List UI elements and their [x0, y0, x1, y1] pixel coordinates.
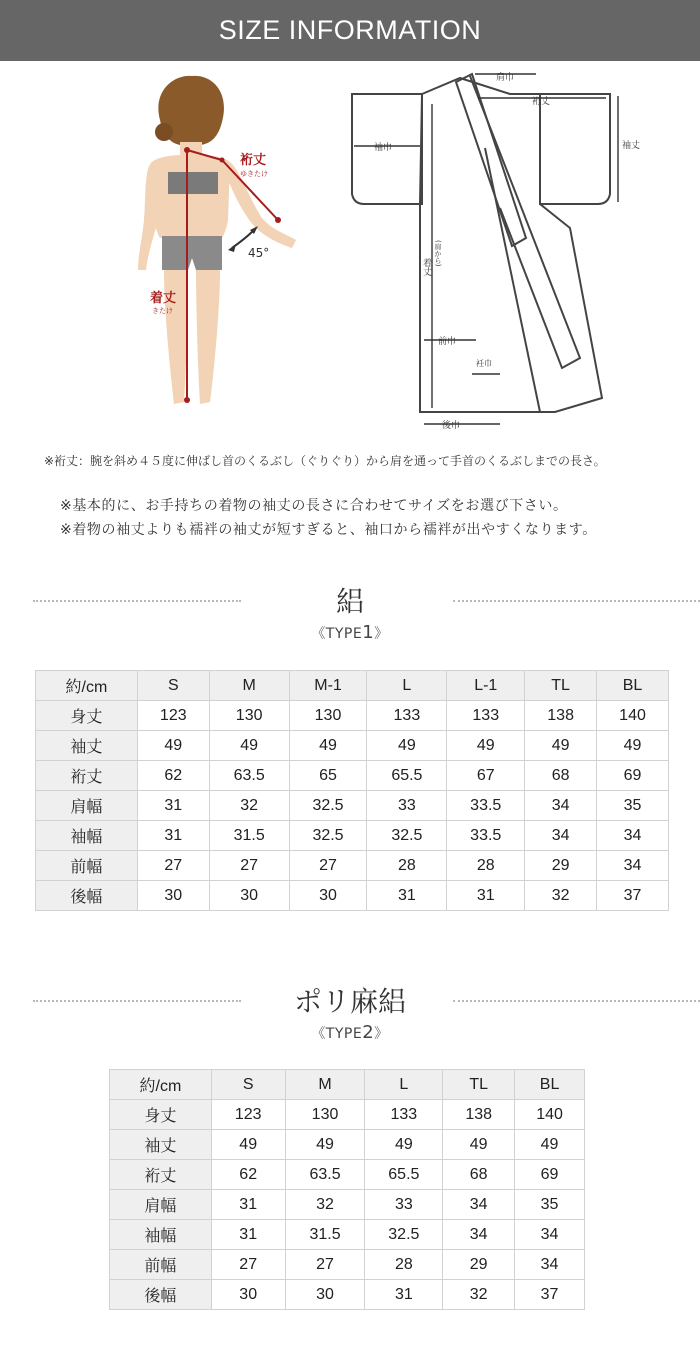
header-cell: L-1: [447, 671, 525, 701]
type1-subtitle: [230, 622, 470, 643]
table-cell: 27: [285, 1250, 365, 1280]
table-cell: 31: [137, 791, 209, 821]
table-cell: 34: [515, 1220, 585, 1250]
kimono-katahaba-label: 肩巾: [496, 73, 515, 83]
header-cell: L: [365, 1070, 443, 1100]
table-cell: 27: [137, 851, 209, 881]
row-label: 肩幅: [110, 1190, 212, 1220]
table-cell: 34: [525, 821, 597, 851]
header-cell: TL: [443, 1070, 515, 1100]
table-cell: 68: [525, 761, 597, 791]
type2-title: ポリ麻絽: [293, 985, 406, 1018]
header-cell: 約/cm: [36, 671, 138, 701]
table-row: [110, 1130, 585, 1160]
body-yukitake-label: 裄丈: [240, 153, 267, 168]
table-cell: 34: [597, 821, 669, 851]
row-label: 身丈: [36, 701, 138, 731]
body-kitake-kana: きたけ: [152, 307, 173, 315]
table-cell: 31.5: [285, 1220, 365, 1250]
table-cell: 69: [515, 1160, 585, 1190]
table-cell: 32: [209, 791, 289, 821]
body-yukitake-kana: ゆきたけ: [240, 170, 268, 178]
table-cell: 27: [289, 851, 367, 881]
header-cell: M: [285, 1070, 365, 1100]
table-row: [110, 1190, 585, 1220]
table-cell: 29: [443, 1250, 515, 1280]
kimono-maehaba-label: 前巾: [438, 337, 457, 347]
row-label: 前幅: [110, 1250, 212, 1280]
table-row: [110, 1220, 585, 1250]
table-cell: 33.5: [447, 791, 525, 821]
body-measurement-figure: [130, 70, 320, 420]
table-cell: 30: [211, 1280, 285, 1310]
table-cell: 49: [597, 731, 669, 761]
table-row: [36, 851, 669, 881]
table-cell: 29: [525, 851, 597, 881]
header-title: SIZE INFORMATION: [218, 15, 482, 45]
table-cell: 31: [365, 1280, 443, 1310]
row-label: 後幅: [110, 1280, 212, 1310]
type1-sub-num: 1: [362, 622, 375, 643]
type1-title: 絽: [335, 585, 364, 618]
table-cell: 63.5: [285, 1160, 365, 1190]
table-cell: 34: [515, 1250, 585, 1280]
table-cell: 130: [209, 701, 289, 731]
table-cell: 28: [447, 851, 525, 881]
table-cell: 34: [525, 791, 597, 821]
row-label: 後幅: [36, 881, 138, 911]
table-cell: 67: [447, 761, 525, 791]
table-cell: 62: [137, 761, 209, 791]
row-label: 袖丈: [110, 1130, 212, 1160]
header-cell: TL: [525, 671, 597, 701]
type1-sub-prefix: 《TYPE: [311, 626, 363, 642]
row-label: 袖丈: [36, 731, 138, 761]
type2-sub-suffix: 》: [374, 1026, 389, 1042]
row-label: 袖幅: [36, 821, 138, 851]
table-cell: 140: [515, 1100, 585, 1130]
section1-divider-left: [33, 600, 241, 602]
table-cell: 32.5: [365, 1220, 443, 1250]
type1-size-table: [35, 670, 669, 911]
table-cell: 63.5: [209, 761, 289, 791]
table-cell: 49: [443, 1130, 515, 1160]
table-cell: 130: [285, 1100, 365, 1130]
table-row: [36, 761, 669, 791]
table-cell: 133: [367, 701, 447, 731]
type1-sub-suffix: 》: [374, 626, 389, 642]
table-row: [36, 701, 669, 731]
header-cell: BL: [597, 671, 669, 701]
table-cell: 37: [597, 881, 669, 911]
header-cell: BL: [515, 1070, 585, 1100]
table-cell: 123: [137, 701, 209, 731]
table-row: [110, 1280, 585, 1310]
table-cell: 31: [447, 881, 525, 911]
table-cell: 31.5: [209, 821, 289, 851]
body-kitake-label: 着丈: [150, 291, 177, 306]
table-cell: 32: [525, 881, 597, 911]
row-label: 肩幅: [36, 791, 138, 821]
table-cell: 35: [515, 1190, 585, 1220]
table-cell: 49: [365, 1130, 443, 1160]
section2-divider-right: [453, 1000, 700, 1002]
table-cell: 65.5: [365, 1160, 443, 1190]
kimono-measurement-figure: [340, 68, 660, 438]
table-row: [36, 791, 669, 821]
table-cell: 31: [137, 821, 209, 851]
header-cell: S: [137, 671, 209, 701]
table-cell: 37: [515, 1280, 585, 1310]
table-cell: 30: [137, 881, 209, 911]
table-cell: 49: [209, 731, 289, 761]
table-cell: 133: [447, 701, 525, 731]
kimono-ushirohaba-label: 後巾: [442, 421, 461, 431]
kimono-yukitake-label: 裄丈: [532, 97, 551, 107]
header-cell: M-1: [289, 671, 367, 701]
table-cell: 34: [443, 1220, 515, 1250]
table-cell: 31: [211, 1220, 285, 1250]
table-cell: 62: [211, 1160, 285, 1190]
table-cell: 27: [211, 1250, 285, 1280]
type2-sub-num: 2: [362, 1022, 375, 1043]
kimono-sodehaba-label: 袖巾: [374, 143, 393, 153]
table-row: [110, 1250, 585, 1280]
table-row: [110, 1100, 585, 1130]
body-angle-label: 45°: [248, 246, 270, 260]
row-label: 袖幅: [110, 1220, 212, 1250]
table-cell: 27: [209, 851, 289, 881]
table-cell: 130: [289, 701, 367, 731]
table-cell: 49: [515, 1130, 585, 1160]
table-cell: 65.5: [367, 761, 447, 791]
header-cell: L: [367, 671, 447, 701]
kimono-sodetake-label: 袖丈: [622, 141, 641, 151]
header-cell: 約/cm: [110, 1070, 212, 1100]
table-row: [36, 881, 669, 911]
table-cell: 133: [365, 1100, 443, 1130]
table-cell: 32.5: [289, 821, 367, 851]
size-advice-note-2: ※着物の袖丈よりも襦袢の袖丈が短すぎると、袖口から襦袢が出やすくなります。: [60, 522, 597, 538]
row-label: 裄丈: [110, 1160, 212, 1190]
table-cell: 49: [447, 731, 525, 761]
table-cell: 35: [597, 791, 669, 821]
table-header-row: [36, 671, 669, 701]
table-cell: 49: [137, 731, 209, 761]
row-label: 身丈: [110, 1100, 212, 1130]
table-row: [36, 731, 669, 761]
row-label: 前幅: [36, 851, 138, 881]
table-cell: 34: [443, 1190, 515, 1220]
table-cell: 138: [525, 701, 597, 731]
header-cell: M: [209, 671, 289, 701]
table-cell: 31: [367, 881, 447, 911]
section1-divider-right: [453, 600, 700, 602]
table-cell: 138: [443, 1100, 515, 1130]
table-cell: 30: [285, 1280, 365, 1310]
table-cell: 34: [597, 851, 669, 881]
table-row: [36, 821, 669, 851]
type2-size-table: [109, 1069, 585, 1310]
section2-divider-left: [33, 1000, 241, 1002]
table-cell: 49: [285, 1130, 365, 1160]
row-label: 裄丈: [36, 761, 138, 791]
table-cell: 30: [289, 881, 367, 911]
size-advice-note-1: ※基本的に、お手持ちの着物の袖丈の長さに合わせてサイズをお選び下さい。: [60, 498, 568, 514]
table-cell: 32.5: [367, 821, 447, 851]
table-cell: 31: [211, 1190, 285, 1220]
table-cell: 32: [443, 1280, 515, 1310]
table-cell: 32.5: [289, 791, 367, 821]
table-cell: 49: [525, 731, 597, 761]
header-cell: S: [211, 1070, 285, 1100]
table-cell: 33: [367, 791, 447, 821]
kimono-kitake-label: 着丈: [421, 258, 431, 276]
yukitake-definition-note: ※裄丈：腕を斜め４５度に伸ばし首のくるぶし（ぐりぐり）から肩を通って手首のくるぶしまでの長さ。: [44, 454, 606, 468]
table-cell: 123: [211, 1100, 285, 1130]
type2-subtitle: [230, 1022, 470, 1043]
header-banner: [0, 0, 700, 61]
table-header-row: [110, 1070, 585, 1100]
table-cell: 49: [367, 731, 447, 761]
table-cell: 33.5: [447, 821, 525, 851]
table-cell: 69: [597, 761, 669, 791]
type2-sub-prefix: 《TYPE: [311, 1026, 363, 1042]
table-row: [110, 1160, 585, 1190]
kimono-okumihaba-label: 衽巾: [476, 359, 492, 368]
table-cell: 30: [209, 881, 289, 911]
table-cell: 28: [367, 851, 447, 881]
kimono-kitake-note: (肩から): [434, 240, 442, 267]
table-cell: 140: [597, 701, 669, 731]
table-cell: 49: [289, 731, 367, 761]
table-cell: 49: [211, 1130, 285, 1160]
table-cell: 68: [443, 1160, 515, 1190]
table-cell: 28: [365, 1250, 443, 1280]
table-cell: 32: [285, 1190, 365, 1220]
table-cell: 33: [365, 1190, 443, 1220]
table-cell: 65: [289, 761, 367, 791]
